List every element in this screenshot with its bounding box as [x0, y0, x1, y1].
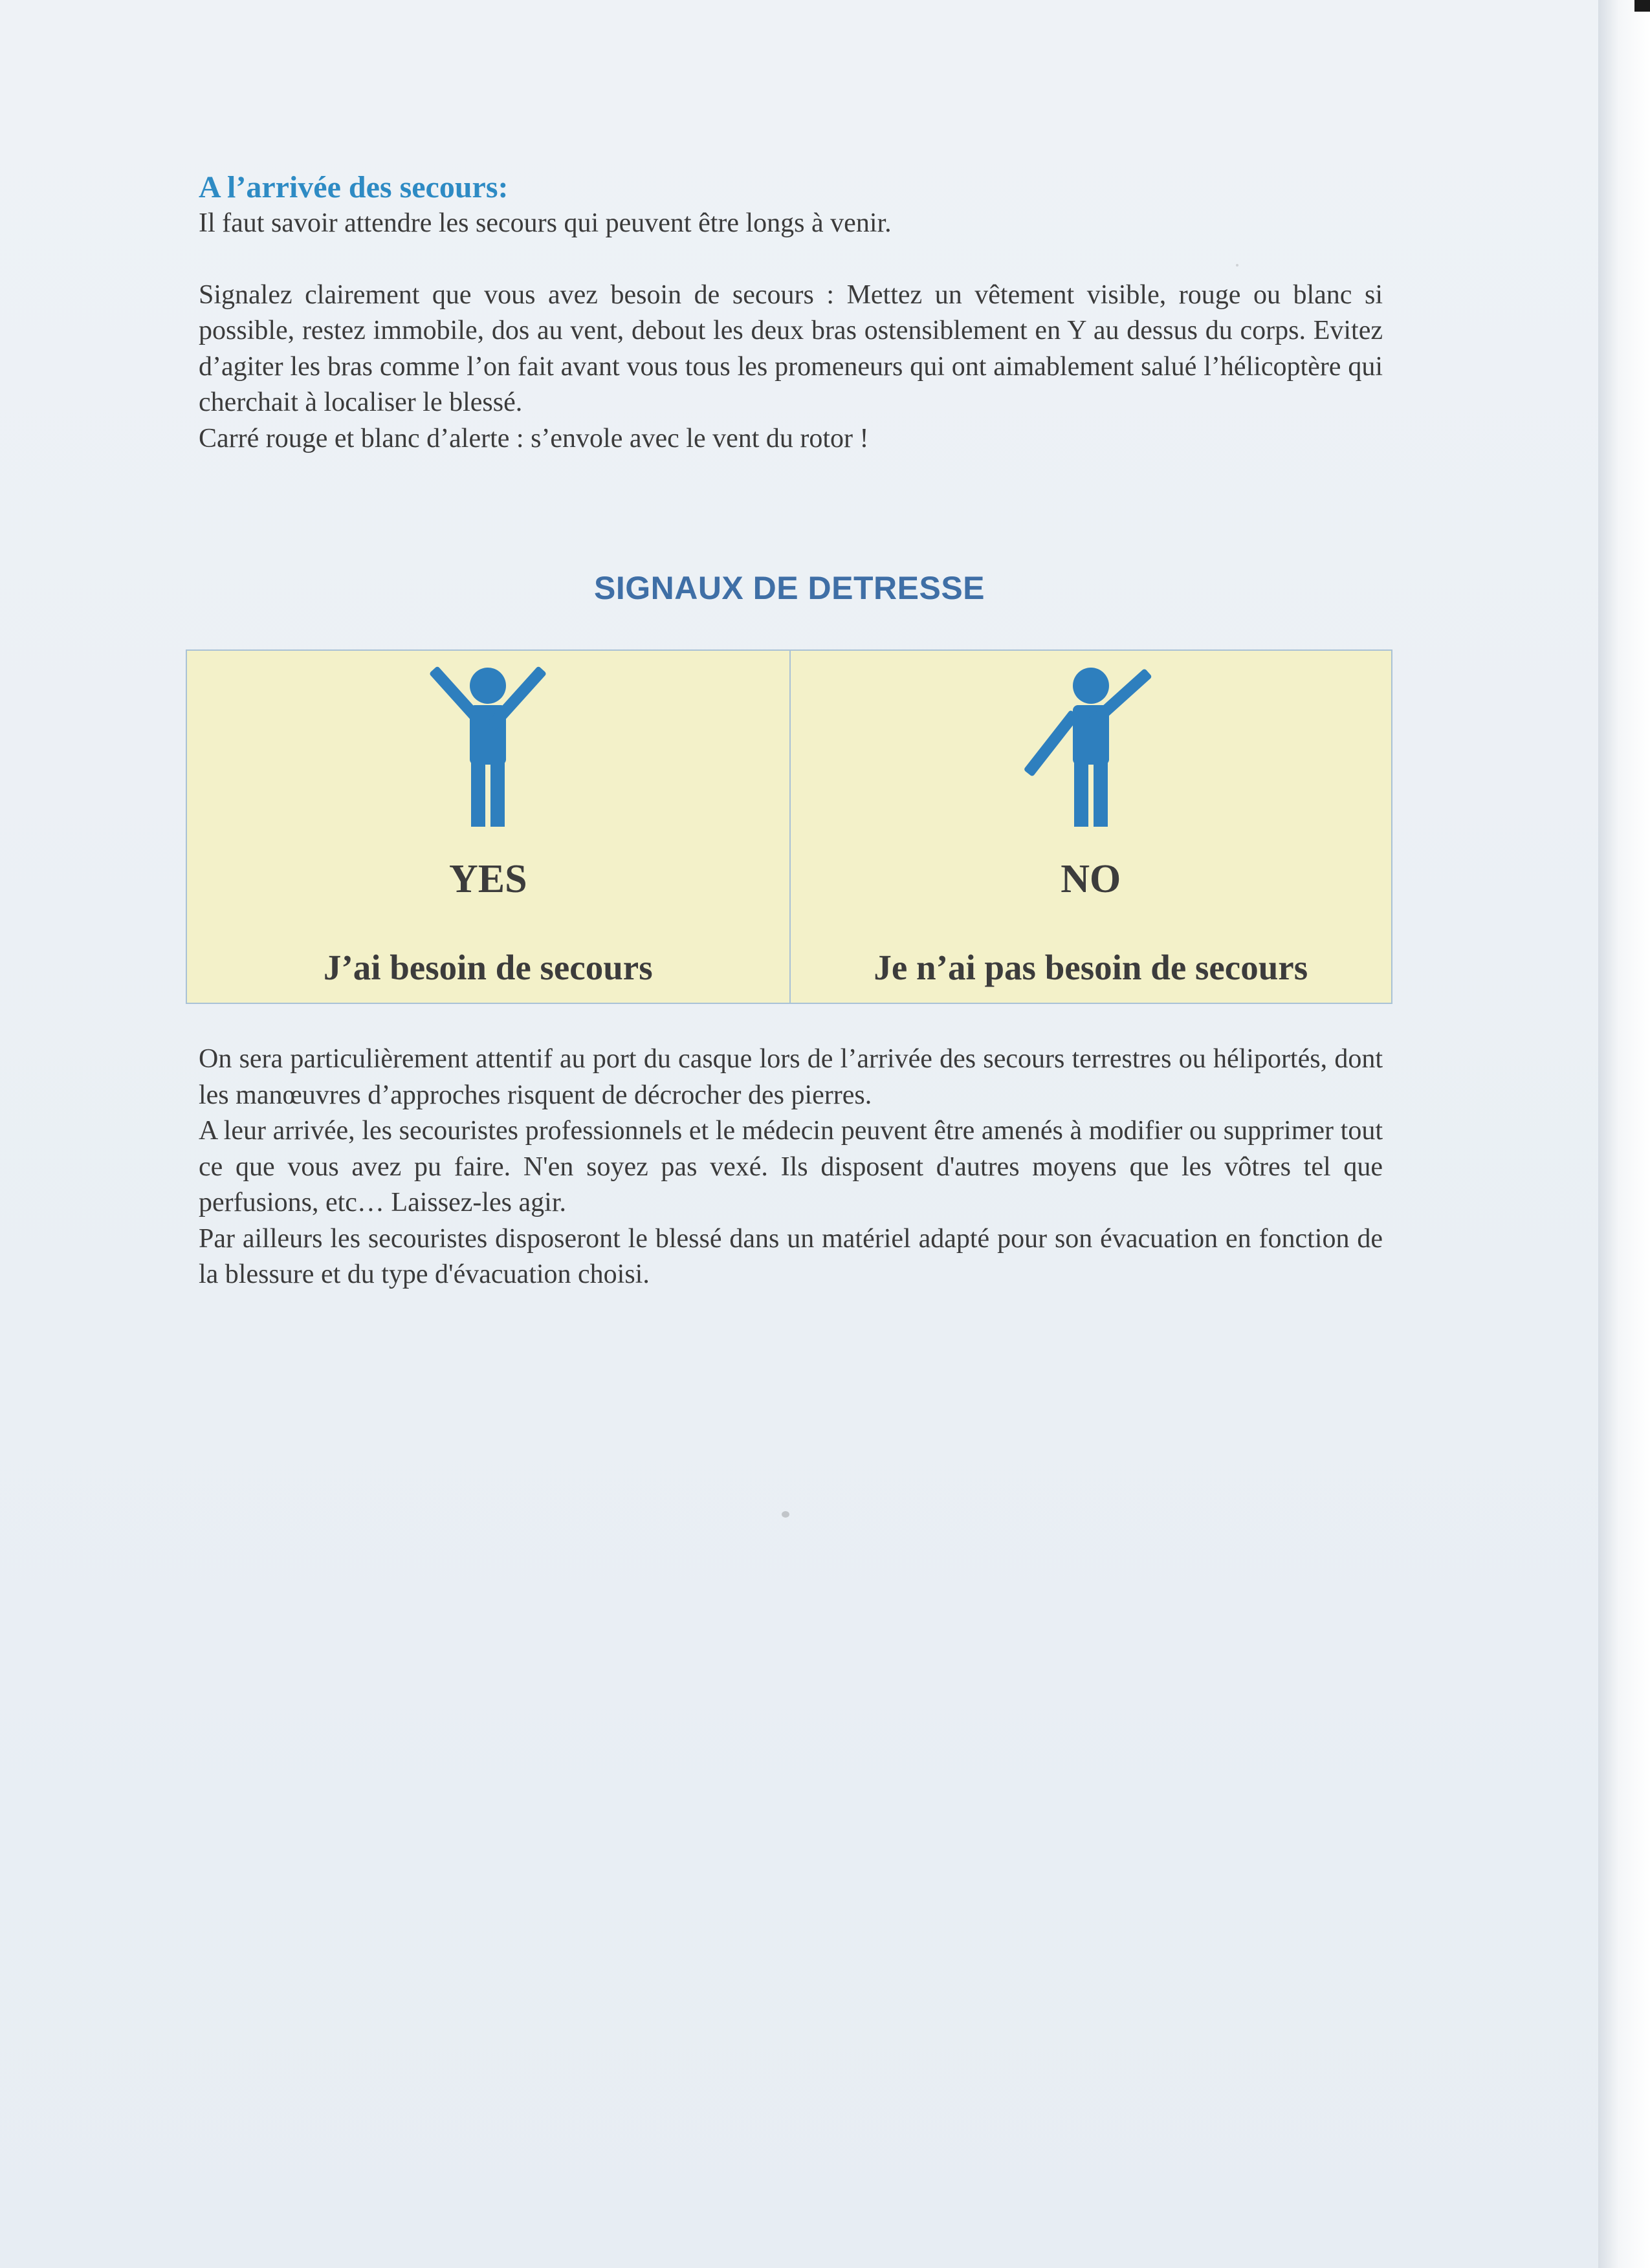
helmet-paragraph: On sera particulièrement attentif au port du casque lors de l’arrivée des secours terrestres ou héliportés, dont les manœuvres d’approches risquent de décrocher des pierres.	[199, 1044, 1383, 1110]
paper-speck	[1236, 264, 1238, 267]
scan-edge	[1598, 0, 1650, 2268]
paper-speck	[782, 1511, 789, 1518]
evacuation-paragraph: Par ailleurs les secouristes disposeront le blessé dans un matériel adapté pour son évacuation en fonction de la blessure et du type d'évacuation choisi.	[199, 1223, 1383, 1289]
meaning-no: Je n’ai pas besoin de secours	[874, 948, 1308, 987]
document-body	[199, 169, 1383, 1289]
intro-paragraph-signal: Signalez clairement que vous avez besoin de secours : Mettez un vêtement visible, rouge ou blanc si possible, restez immobile, dos au vent, debout les deux bras ostensiblement en Y au dessus du corps. Evitez d’agiter les bras comme l’on fait avant vous tous les promeneurs qui ont aimablement salué l’hélicoptère qui cherchait à localiser le blessé.	[199, 279, 1383, 417]
intro-paragraph-alert-square: Carré rouge et blanc d’alerte : s’envole avec le vent du rotor !	[199, 423, 869, 453]
person-one-arm-up-one-down-icon	[1020, 659, 1162, 828]
meaning-yes: J’ai besoin de secours	[323, 948, 653, 987]
distress-signals-table	[186, 649, 1392, 1004]
answer-yes: YES	[448, 857, 527, 901]
after-rescue-text	[199, 1041, 1383, 1293]
intro-paragraph-wait: Il faut savoir attendre les secours qui peuvent être longs à venir.	[199, 208, 892, 238]
signals-title: SIGNAUX DE DETRESSE	[593, 570, 985, 606]
person-both-arms-raised-icon	[417, 659, 559, 828]
professionals-paragraph: A leur arrivée, les secouristes professionnels et le médecin peuvent être amenés à modifier ou supprimer tout ce que vous avez pu faire. N'en soyez pas vexé. Ils disposent d'autres moyens que les vôtres tel que perfusions, etc… Laissez-les agir.	[199, 1116, 1383, 1217]
section-heading: A l’arrivée des secours:	[199, 170, 509, 204]
signal-cell-yes	[187, 651, 789, 1003]
signal-cell-no	[789, 651, 1392, 1003]
answer-no: NO	[1061, 857, 1121, 901]
scan-corner-mark	[1634, 0, 1650, 12]
